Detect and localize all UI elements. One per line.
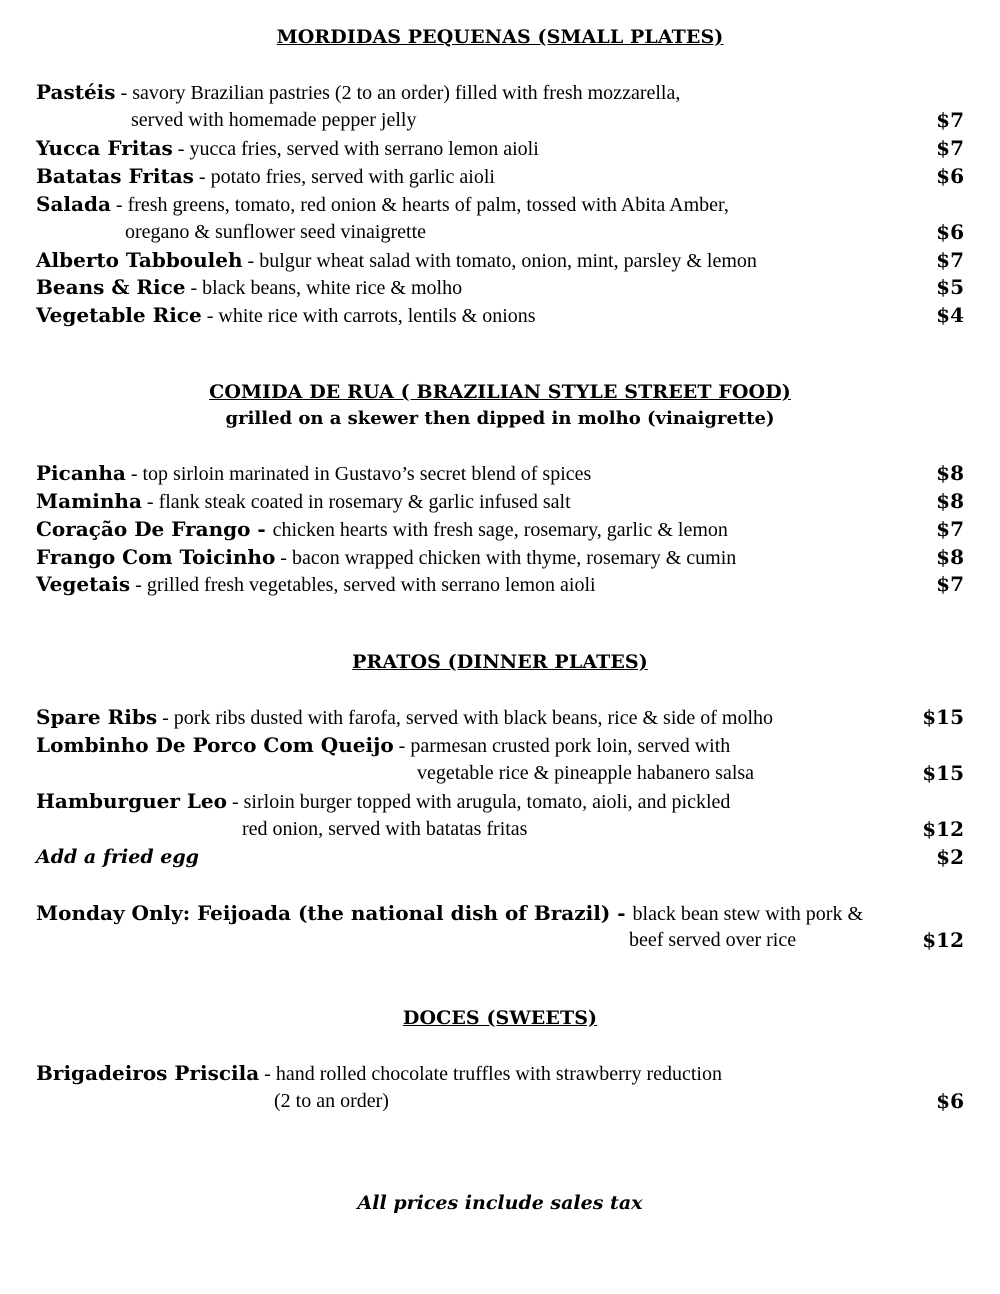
item-price: $6: [936, 220, 964, 244]
menu-item-batatas-fritas: [36, 162, 964, 190]
item-name: Monday Only: Feijoada (the national dish of Brazil): [36, 901, 611, 925]
item-name: Maminha: [36, 489, 142, 513]
item-sep: -: [193, 166, 211, 188]
item-description: chicken hearts with fresh sage, rosemary, garlic & lemon: [272, 519, 728, 541]
item-name: Brigadeiros Priscila: [36, 1061, 260, 1085]
menu-item-pasteis: [36, 78, 964, 106]
item-description: pork ribs dusted with farofa, served with black beans, rice & side of molho: [173, 707, 774, 729]
item-price: $7: [936, 136, 964, 160]
item-price: $6: [936, 164, 964, 188]
item-sep: -: [185, 277, 203, 299]
item-sep: -: [242, 250, 260, 272]
menu-item-coracao-de-frango: [36, 515, 964, 543]
item-name: Pastéis: [36, 80, 116, 104]
item-price: $8: [936, 461, 964, 485]
item-price: $8: [936, 489, 964, 513]
item-sep: -: [157, 707, 174, 729]
item-description: potato fries, served with garlic aioli: [210, 166, 495, 188]
item-description-cont: served with homemade pepper jelly: [131, 109, 417, 131]
item-sep: -: [610, 901, 633, 925]
item-name: Picanha: [36, 461, 126, 485]
menu-item-spare-ribs: [36, 703, 964, 731]
item-sep: -: [115, 82, 133, 104]
item-price: $8: [936, 545, 964, 569]
menu-item-feijoada: [36, 899, 964, 927]
item-sep: -: [259, 1063, 276, 1085]
item-name: Lombinho De Porco Com Queijo: [36, 733, 394, 757]
item-description-cont: beef served over rice: [629, 929, 797, 951]
street-food-subheading: grilled on a skewer then dipped in molho (vinaigrette): [225, 408, 775, 429]
item-description: black beans, white rice & molho: [202, 277, 463, 299]
small-plates-heading: MORDIDAS PEQUENAS (SMALL PLATES): [276, 26, 724, 48]
item-description: grilled fresh vegetables, served with serrano lemon aioli: [146, 574, 596, 596]
item-name: Hamburguer Leo: [36, 789, 227, 813]
menu-item-hamburguer-leo: [36, 787, 964, 815]
item-sep: -: [226, 791, 244, 813]
menu-item-hamburguer-leo-cont: [36, 815, 964, 843]
menu-item-beans-rice: [36, 273, 964, 301]
item-sep: -: [250, 517, 273, 541]
item-name: Spare Ribs: [36, 705, 158, 729]
item-description-cont: oregano & sunflower seed vinaigrette: [125, 221, 427, 243]
item-name: Beans & Rice: [36, 275, 186, 299]
item-description: savory Brazilian pastries (2 to an order) filled with fresh mozzarella,: [132, 82, 681, 104]
item-sep: -: [275, 547, 292, 569]
item-sep: -: [141, 491, 159, 513]
item-description: yucca fries, served with serrano lemon aioli: [189, 138, 539, 160]
street-food-heading: COMIDA DE RUA ( BRAZILIAN STYLE STREET FOOD): [209, 381, 791, 403]
menu-item-feijoada-cont: [36, 926, 964, 954]
item-name: Frango Com Toicinho: [36, 545, 276, 569]
item-description: black bean stew with pork &: [632, 903, 864, 925]
item-price: $15: [922, 761, 964, 785]
sales-tax-note: All prices include sales tax: [357, 1192, 643, 1214]
addon-label: Add a fried egg: [36, 846, 199, 868]
item-name: Alberto Tabbouleh: [36, 248, 243, 272]
item-sep: -: [393, 735, 411, 757]
item-description: sirloin burger topped with arugula, tomato, aioli, and pickled: [243, 791, 731, 813]
item-description-cont: red onion, served with batatas fritas: [242, 818, 528, 840]
item-price: $7: [936, 517, 964, 541]
item-description-cont: vegetable rice & pineapple habanero salsa: [417, 762, 755, 784]
item-name: Batatas Fritas: [36, 164, 194, 188]
item-sep: -: [125, 463, 143, 485]
menu-item-pasteis-cont: [36, 106, 964, 134]
item-price: $15: [922, 705, 964, 729]
dinner-plates-heading: PRATOS (DINNER PLATES): [352, 651, 648, 673]
menu-item-brigadeiros: [36, 1059, 964, 1087]
item-name: Vegetable Rice: [36, 303, 202, 327]
menu-item-salada-cont: [36, 218, 964, 246]
menu-addon-fried-egg: [36, 843, 964, 871]
addon-price: $2: [936, 845, 964, 869]
item-price: $7: [936, 108, 964, 132]
menu-item-maminha: [36, 487, 964, 515]
item-name: Vegetais: [36, 572, 131, 596]
item-description: parmesan crusted pork loin, served with: [410, 735, 731, 757]
menu-item-lombinho: [36, 731, 964, 759]
sweets-heading: DOCES (SWEETS): [402, 1007, 598, 1029]
item-name: Salada: [36, 192, 111, 216]
menu-item-frango-com-toicinho: [36, 543, 964, 571]
item-sep: -: [130, 574, 147, 596]
menu-item-picanha: [36, 459, 964, 487]
item-description: top sirloin marinated in Gustavo’s secret blend of spices: [142, 463, 592, 485]
item-sep: -: [201, 305, 219, 327]
item-description: fresh greens, tomato, red onion & hearts of palm, tossed with Abita Amber,: [127, 194, 729, 216]
item-price: $12: [922, 928, 964, 952]
item-price: $5: [936, 275, 964, 299]
item-name: Yucca Fritas: [36, 136, 173, 160]
menu-item-brigadeiros-cont: [36, 1087, 964, 1115]
item-price: $7: [936, 572, 964, 596]
item-description: white rice with carrots, lentils & onions: [218, 305, 536, 327]
item-sep: -: [110, 194, 128, 216]
menu-item-salada: [36, 190, 964, 218]
menu-item-alberto-tabbouleh: [36, 246, 964, 274]
item-description-cont: (2 to an order): [274, 1090, 389, 1112]
item-description: bacon wrapped chicken with thyme, rosemary & cumin: [291, 547, 737, 569]
item-sep: -: [172, 138, 190, 160]
item-price: $6: [936, 1089, 964, 1113]
item-name: Coração De Frango: [36, 517, 251, 541]
menu-item-yucca-fritas: [36, 134, 964, 162]
menu-item-vegetais: [36, 570, 964, 598]
item-description: bulgur wheat salad with tomato, onion, mint, parsley & lemon: [259, 250, 757, 272]
menu-item-vegetable-rice: [36, 301, 964, 329]
item-price: $7: [936, 248, 964, 272]
item-price: $4: [936, 303, 964, 327]
item-description: hand rolled chocolate truffles with strawberry reduction: [275, 1063, 722, 1085]
item-description: flank steak coated in rosemary & garlic infused salt: [158, 491, 571, 513]
menu-item-lombinho-cont: [36, 759, 964, 787]
item-price: $12: [922, 817, 964, 841]
